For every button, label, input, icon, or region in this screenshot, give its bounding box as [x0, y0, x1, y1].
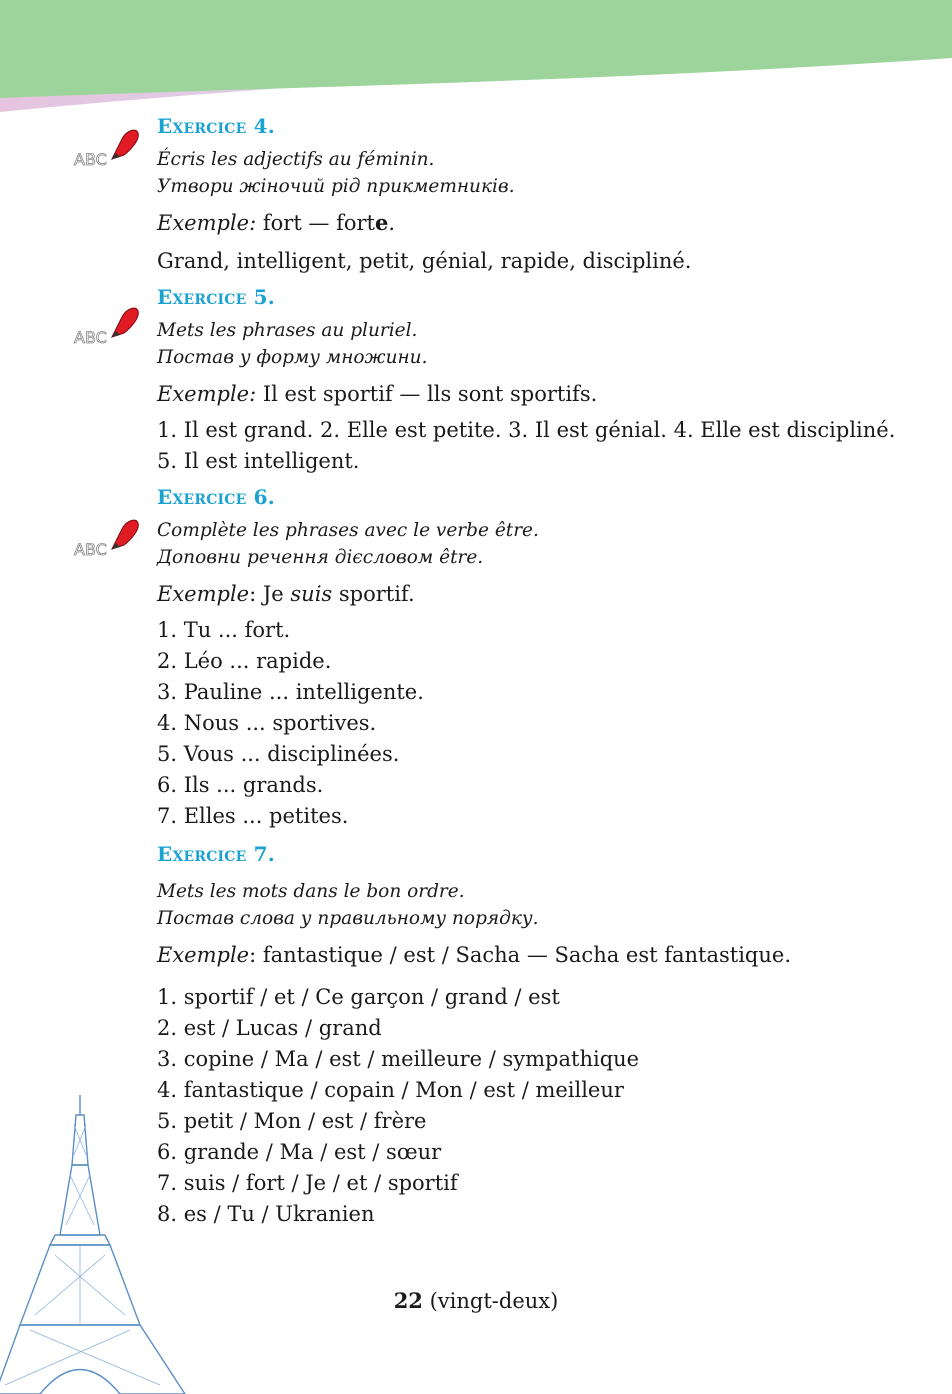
example — [157, 579, 937, 609]
example — [157, 379, 937, 409]
exercise-line: 4. Nous ... sportives. — [157, 711, 377, 735]
abc-pen-icon — [72, 125, 142, 169]
exercise-line: 8. es / Tu / Ukranien — [157, 1202, 375, 1226]
exercise-line: 7. Elles ... petites. — [157, 804, 349, 828]
exercise-line: 3. copine / Ma / est / meilleure / sympathique — [157, 1047, 640, 1071]
page-number-digits: 22 — [393, 1288, 423, 1313]
exercise-line: 1. Il est grand. 2. Elle est petite. 3. Il est génial. 4. Elle est discipliné. — [157, 418, 896, 442]
example-text: fort — fort — [256, 211, 375, 235]
instruction-uk: Доповни речення дієсловом être. — [157, 547, 484, 568]
instruction-uk: Постав слова у правильному порядку. — [157, 908, 539, 929]
instruction-fr: Mets les phrases au pluriel. — [157, 320, 418, 341]
instruction — [157, 517, 937, 571]
exercise-line: 1. Tu ... fort. — [157, 618, 291, 642]
abc-pen-icon — [72, 303, 142, 347]
exercise-5 — [157, 283, 937, 477]
instruction-fr: Complète les phrases avec le verbe être. — [157, 520, 539, 541]
abc-pen-icon — [72, 515, 142, 559]
exercise-6 — [157, 483, 937, 832]
example-verb: suis — [290, 582, 333, 606]
exercise-4 — [157, 112, 937, 277]
top-banner — [0, 0, 952, 115]
exercise-line: 2. Léo ... rapide. — [157, 649, 332, 673]
example-label: Exemple — [157, 943, 250, 967]
exercise-line: 6. Ils ... grands. — [157, 773, 324, 797]
instruction-uk: Постав у форму множини. — [157, 347, 428, 368]
example-label: Exemple: — [157, 211, 257, 235]
exercise-line: 1. sportif / et / Ce garçon / grand / est — [157, 985, 560, 1009]
example-text: : fantastique / est / Sacha — Sacha est fantastique. — [249, 943, 792, 967]
exercise-title: Exercice 5. — [157, 285, 275, 309]
instruction-uk: Утвори жіночий рід прикметників. — [157, 176, 515, 197]
example — [157, 208, 937, 238]
exercise-line: 4. fantastique / copain / Mon / est / meilleur — [157, 1078, 624, 1102]
exercise-line: 5. Il est intelligent. — [157, 449, 360, 473]
page-number-words: (vingt-deux) — [422, 1289, 559, 1313]
instruction-fr: Écris les adjectifs au féminin. — [157, 149, 435, 170]
exercise-line: Grand, intelligent, petit, génial, rapide, discipliné. — [157, 249, 692, 273]
exercise-title: Exercice 7. — [157, 842, 275, 866]
example-text: Il est sportif — lls sont sportifs. — [256, 382, 598, 406]
abc-text: ABC — [74, 540, 107, 559]
example-ending: e — [375, 210, 389, 235]
page-content — [157, 112, 937, 1230]
example — [157, 940, 937, 970]
abc-text: ABC — [74, 150, 107, 169]
exercise-line: 6. grande / Ma / est / sœur — [157, 1140, 442, 1164]
exercise-title: Exercice 4. — [157, 114, 275, 138]
example-text-end: . — [388, 211, 396, 235]
exercise-line: 2. est / Lucas / grand — [157, 1016, 382, 1040]
exercise-line: 3. Pauline ... intelligente. — [157, 680, 424, 704]
exercise-line: 5. Vous ... disciplinées. — [157, 742, 400, 766]
instruction — [157, 146, 937, 200]
abc-text: ABC — [74, 328, 107, 347]
example-label: Exemple — [157, 582, 250, 606]
example-text: : Je — [249, 582, 291, 606]
exercise-7 — [157, 840, 937, 1230]
example-text-end: sportif. — [332, 582, 415, 606]
instruction — [157, 317, 937, 371]
exercise-line: 5. petit / Mon / est / frère — [157, 1109, 427, 1133]
instruction-fr: Mets les mots dans le bon ordre. — [157, 881, 465, 902]
exercise-line: 7. suis / fort / Je / et / sportif — [157, 1171, 458, 1195]
instruction — [157, 878, 937, 932]
page-number — [0, 1288, 952, 1313]
exercise-title: Exercice 6. — [157, 485, 275, 509]
example-label: Exemple: — [157, 382, 257, 406]
